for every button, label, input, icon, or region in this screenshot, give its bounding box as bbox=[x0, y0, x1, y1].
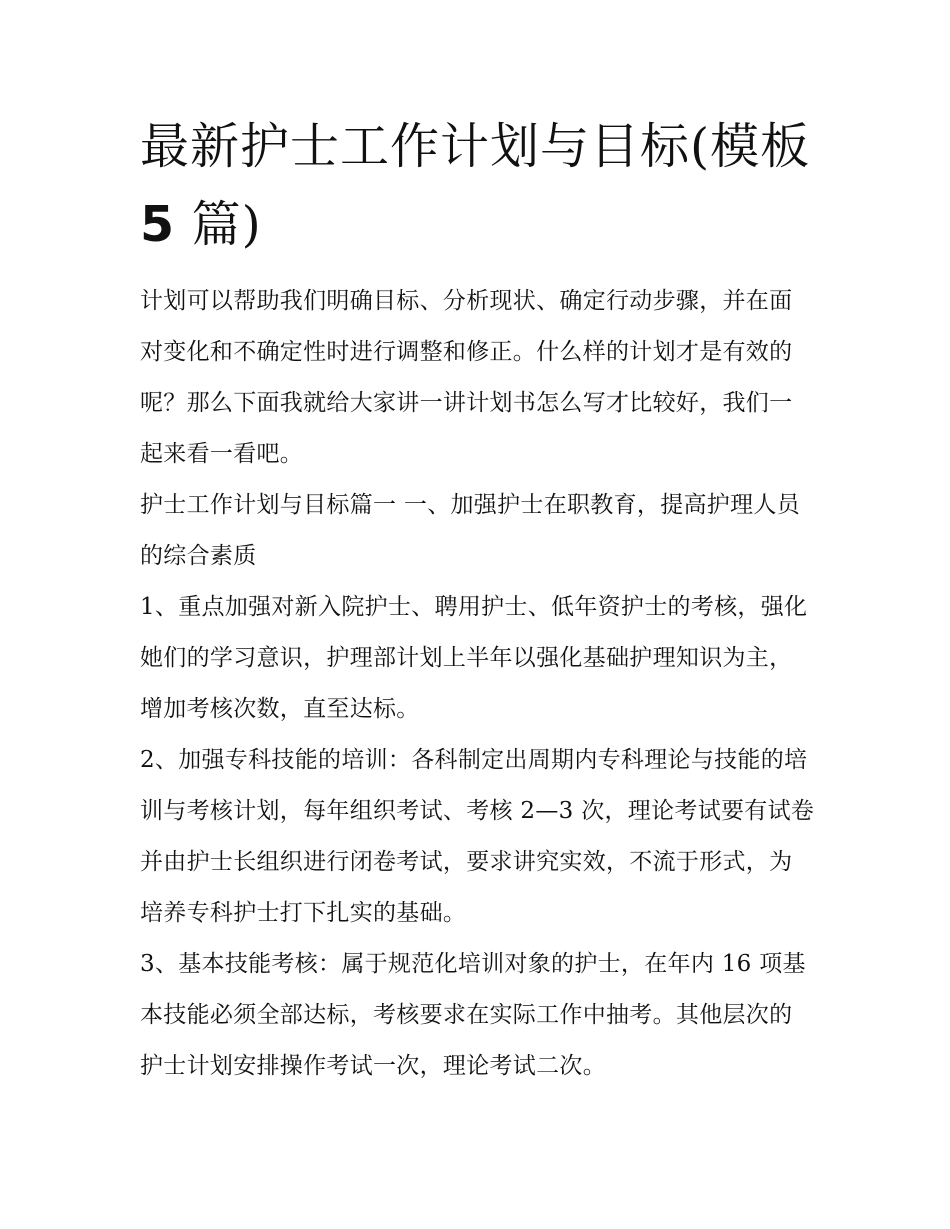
title-number: 5 bbox=[140, 196, 176, 253]
document-title bbox=[140, 108, 815, 264]
section-heading-paragraph: 护士工作计划与目标篇一 一、加强护士在职教育，提高护理人员的综合素质 bbox=[140, 492, 801, 569]
item-3-paragraph: 3、基本技能考核：属于规范化培训对象的护士，在年内 16 项基本技能必须全部达标，考核要求在实际工作中抽考。其他层次的护士计划安排操作考试一次，理论考试二次。 bbox=[140, 951, 806, 1079]
title-line-2: 篇) bbox=[175, 196, 262, 253]
title-line-1: 最新护士工作计划与目标(模板 bbox=[140, 118, 811, 175]
document-page bbox=[140, 108, 815, 1092]
item-1-paragraph: 1、重点加强对新入院护士、聘用护士、低年资护士的考核，强化她们的学习意识，护理部计划上半年以强化基础护理知识为主，增加考核次数，直至达标。 bbox=[140, 594, 808, 722]
item-2-paragraph: 2、加强专科技能的培训：各科制定出周期内专科理论与技能的培训与考核计划，每年组织考试、考核 2—3 次，理论考试要有试卷并由护士长组织进行闭卷考试，要求讲究实效，不流于形式，为培养专科护士打下扎实的基础。 bbox=[140, 747, 815, 926]
intro-paragraph: 计划可以帮助我们明确目标、分析现状、确定行动步骤，并在面对变化和不确定性时进行调整和修正。什么样的计划才是有效的呢？那么下面我就给大家讲一讲计划书怎么写才比较好，我们一起来看一看吧。 bbox=[140, 288, 793, 467]
